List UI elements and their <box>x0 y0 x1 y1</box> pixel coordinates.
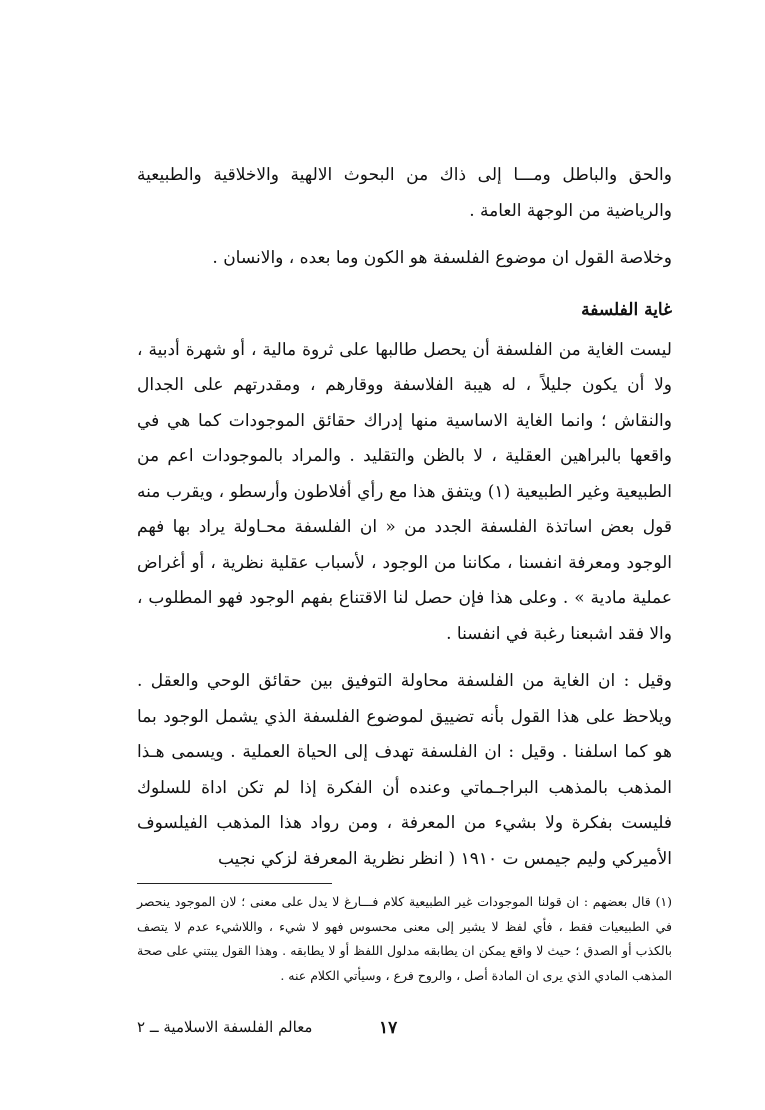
footnote: (١) قال بعضهم : ان قولنا الموجودات غير الطبيعية كلام فـــارغ لا يدل على معنى ؛ لان الموجود ينحصر في الطبيعيات فقط ، فأي لفظ لا يشير إلى معنى محسوس فهو لا شيء ، واللاشيء عدم لا يتصف بالكذب أو الصدق ؛ حيث لا واقع يمكن ان يطابقه مدلول اللفظ أو لا يطابقه . وهذا القول يبتني على صحة المذهب المادي الذي يرى ان المادة أصل ، والروح فرع ، وسيأتي الكلام عنه . <box>137 894 672 983</box>
paragraph-gap <box>137 652 672 664</box>
book-title: معالم الفلسفة الاسلامية ــ ٢ <box>137 1018 313 1036</box>
page-number: ١٧ <box>379 1018 398 1038</box>
paragraph-gap <box>137 229 672 241</box>
page-footer <box>137 1018 672 1048</box>
footnote-separator <box>137 883 332 884</box>
body-paragraph-3: ليست الغاية من الفلسفة أن يحصل طالبها على ثروة مالية ، أو شهرة أدبية ، ولا أن يكون جليلاً ، له هيبة الفلاسفة ووقارهم ، ومقدرتهم على الجدال والنقاش ؛ وانما الغاية الاساسية منها إدراك حقائق الموجودات كما هي في واقعها بالبراهين العقلية ، لا بالظن والتقليد . والمراد بالموجودات اعم من الطبيعية وغير الطبيعية (١) ويتفق هذا مع رأي أفلاطون وأرسطو ، ويقرب منه قول بعض اساتذة الفلسفة الجدد من « ان الفلسفة محـاولة يراد بها فهم الوجود ومعرفة انفسنا ، مكاننا من الوجود ، لأسباب عقلية نظرية ، أو أغراض عملية مادية » . وعلى هذا فإن حصل لنا الاقتناع بفهم الوجود فهو المطلوب ، والا فقد اشبعنا رغبة في انفسنا . <box>137 339 673 644</box>
body-paragraph-1: والحق والباطل ومـــا إلى ذاك من البحوث الالهية والاخلاقية والطبيعية والرياضية من الوجهة العامة . <box>137 165 672 221</box>
section-heading: غاية الفلسفة <box>581 299 672 320</box>
body-paragraph-2: وخلاصة القول ان موضوع الفلسفة هو الكون وما بعده ، والانسان . <box>212 248 672 268</box>
body-paragraph-4: وقيل : ان الغاية من الفلسفة محاولة التوفيق بين حقائق الوحي والعقل . ويلاحظ على هذا القول بأنه تضييق لموضوع الفلسفة الذي يشمل الوجود بما هو كما اسلفنا . وقيل : ان الفلسفة تهدف إلى الحياة العملية . ويسمى هـذا المذهب بالمذهب البراجـماتي وعنده أن الفكرة إذا لم تكن اداة للسلوك فليست بفكرة ولا بشيء من المعرفة ، ومن رواد هذا المذهب الفيلسوف الأميركي وليم جيمس ت ١٩١٠ ( انظر نظرية المعرفة لزكي نجيب <box>137 671 672 869</box>
